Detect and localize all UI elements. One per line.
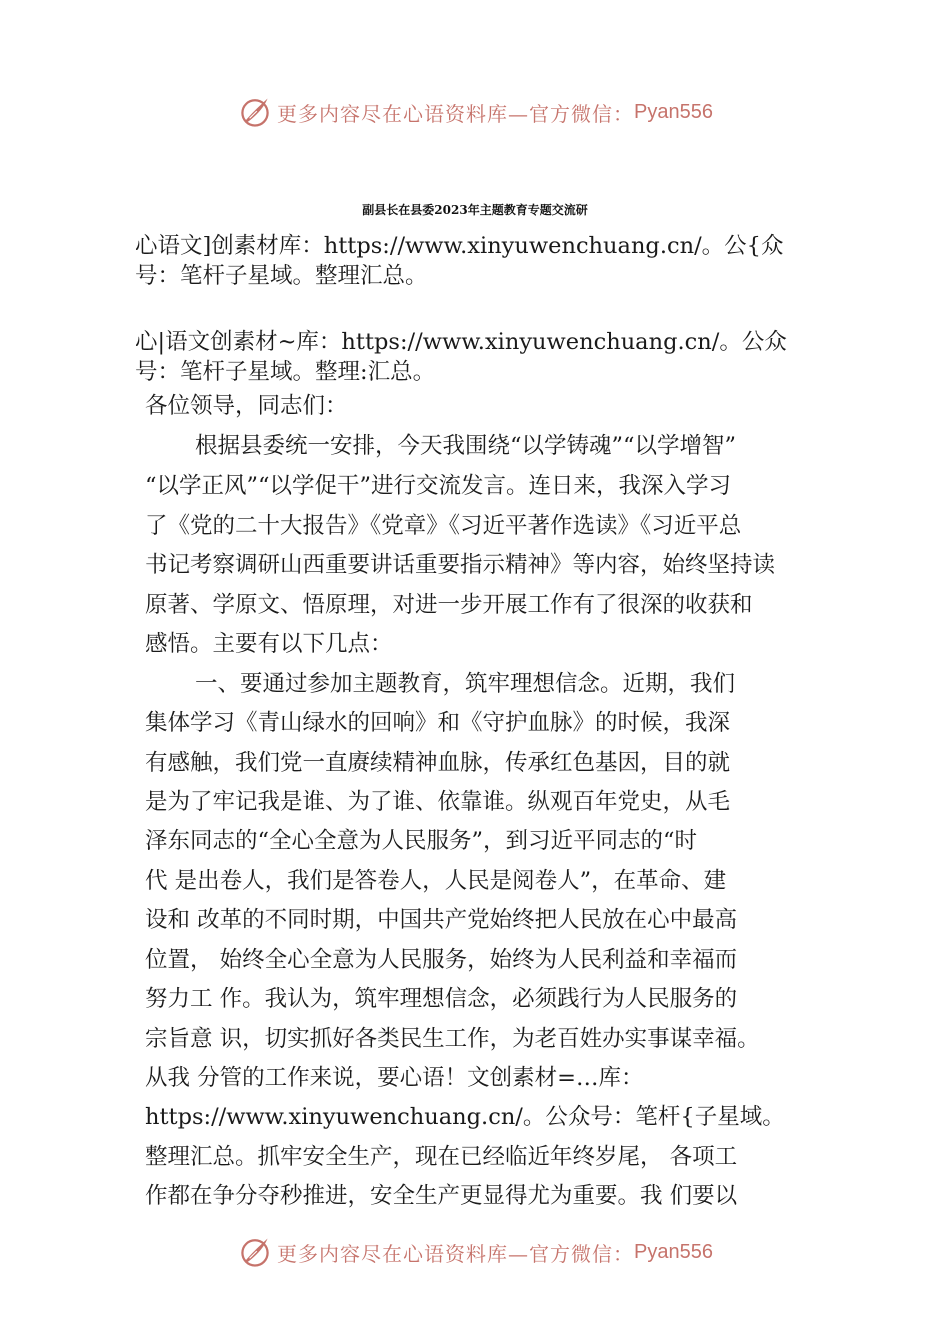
watermark-wechat-id: Pyan556 — [634, 1240, 713, 1263]
text-line: 代 是出卷人，我们是答卷人，人民是阅卷人”，在革命、建 — [145, 868, 727, 894]
text-line: 了《党的二十大报告》《党章》《习近平著作选读》《习近平总 — [145, 513, 742, 539]
text-line: 宗旨意 识，切实抓好各类民生工作，为老百姓办实事谋幸福。 — [145, 1026, 760, 1052]
quill-pen-logo-icon — [237, 94, 273, 130]
text-line: 努力工 作。我认为，筑牢理想信念，必须践行为人民服务的 — [145, 986, 738, 1012]
text-line: 书记考察调研山西重要讲话重要指示精神》等内容，始终坚持读 — [145, 552, 776, 578]
document-title: 副县长在县委2023年主题教育专题交流研 — [362, 203, 588, 217]
watermark-text: 更多内容尽在心语资料库—官方微信： — [277, 101, 635, 126]
text-line: 感悟。主要有以下几点： — [145, 631, 393, 657]
text-line: 泽东同志的“全心全意为人民服务”，到习近平同志的“时 — [145, 828, 698, 854]
text-line: 是为了牢记我是谁、为了谁、依靠谁。纵观百年党史，从毛 — [145, 789, 731, 815]
text-line: 作都在争分夺秒推进，安全生产更显得尤为重要。我 们要以 — [145, 1183, 738, 1209]
text-line: 原著、学原文、悟原理，对进一步开展工作有了很深的收获和 — [145, 592, 753, 618]
text-line: 心|语文创素材~库：https://www.xinyuwenchuang.cn/。公众 — [135, 329, 787, 355]
watermark-text: 更多内容尽在心语资料库—官方微信： — [277, 1241, 635, 1266]
text-line: 设和 改革的不同时期，中国共产党始终把人民放在心中最高 — [145, 907, 738, 933]
watermark-banner-bottom — [0, 1232, 950, 1272]
text-line: 整理汇总。抓牢安全生产，现在已经临近年终岁尾， 各项工 — [145, 1144, 738, 1170]
text-line: 从我 分管的工作来说，要心语！文创素材=…库： — [145, 1065, 644, 1091]
text-line: 心语文]创素材库：https://www.xinyuwenchuang.cn/。公{众 — [135, 233, 784, 259]
text-line: 集体学习《青山绿水的回响》和《守护血脉》的时候，我深 — [145, 710, 731, 736]
watermark-wechat-id: Pyan556 — [634, 100, 713, 123]
text-line: 根据县委统一安排，今天我围绕“以学铸魂”“以学增智” — [195, 433, 737, 459]
text-line: 号：笔杆子星域。整理汇总。 — [135, 263, 428, 289]
text-line: 号：笔杆子星域。整理:汇总。 — [135, 359, 436, 385]
watermark-banner-top — [0, 92, 950, 132]
text-line: 位置， 始终全心全意为人民服务，始终为人民利益和幸福而 — [145, 947, 738, 973]
text-line: 有感触，我们党一直赓续精神血脉，传承红色基因，目的就 — [145, 750, 731, 776]
text-line: 一、要通过参加主题教育，筑牢理想信念。近期，我们 — [195, 671, 736, 697]
text-line: “以学正风”“以学促干”进行交流发言。连日来，我深入学习 — [145, 473, 732, 499]
quill-pen-logo-icon — [237, 1234, 273, 1270]
text-line: https://www.xinyuwenchuang.cn/。公众号：笔杆{子星域。 — [145, 1104, 785, 1130]
salutation: 各位领导，同志们： — [145, 393, 348, 419]
